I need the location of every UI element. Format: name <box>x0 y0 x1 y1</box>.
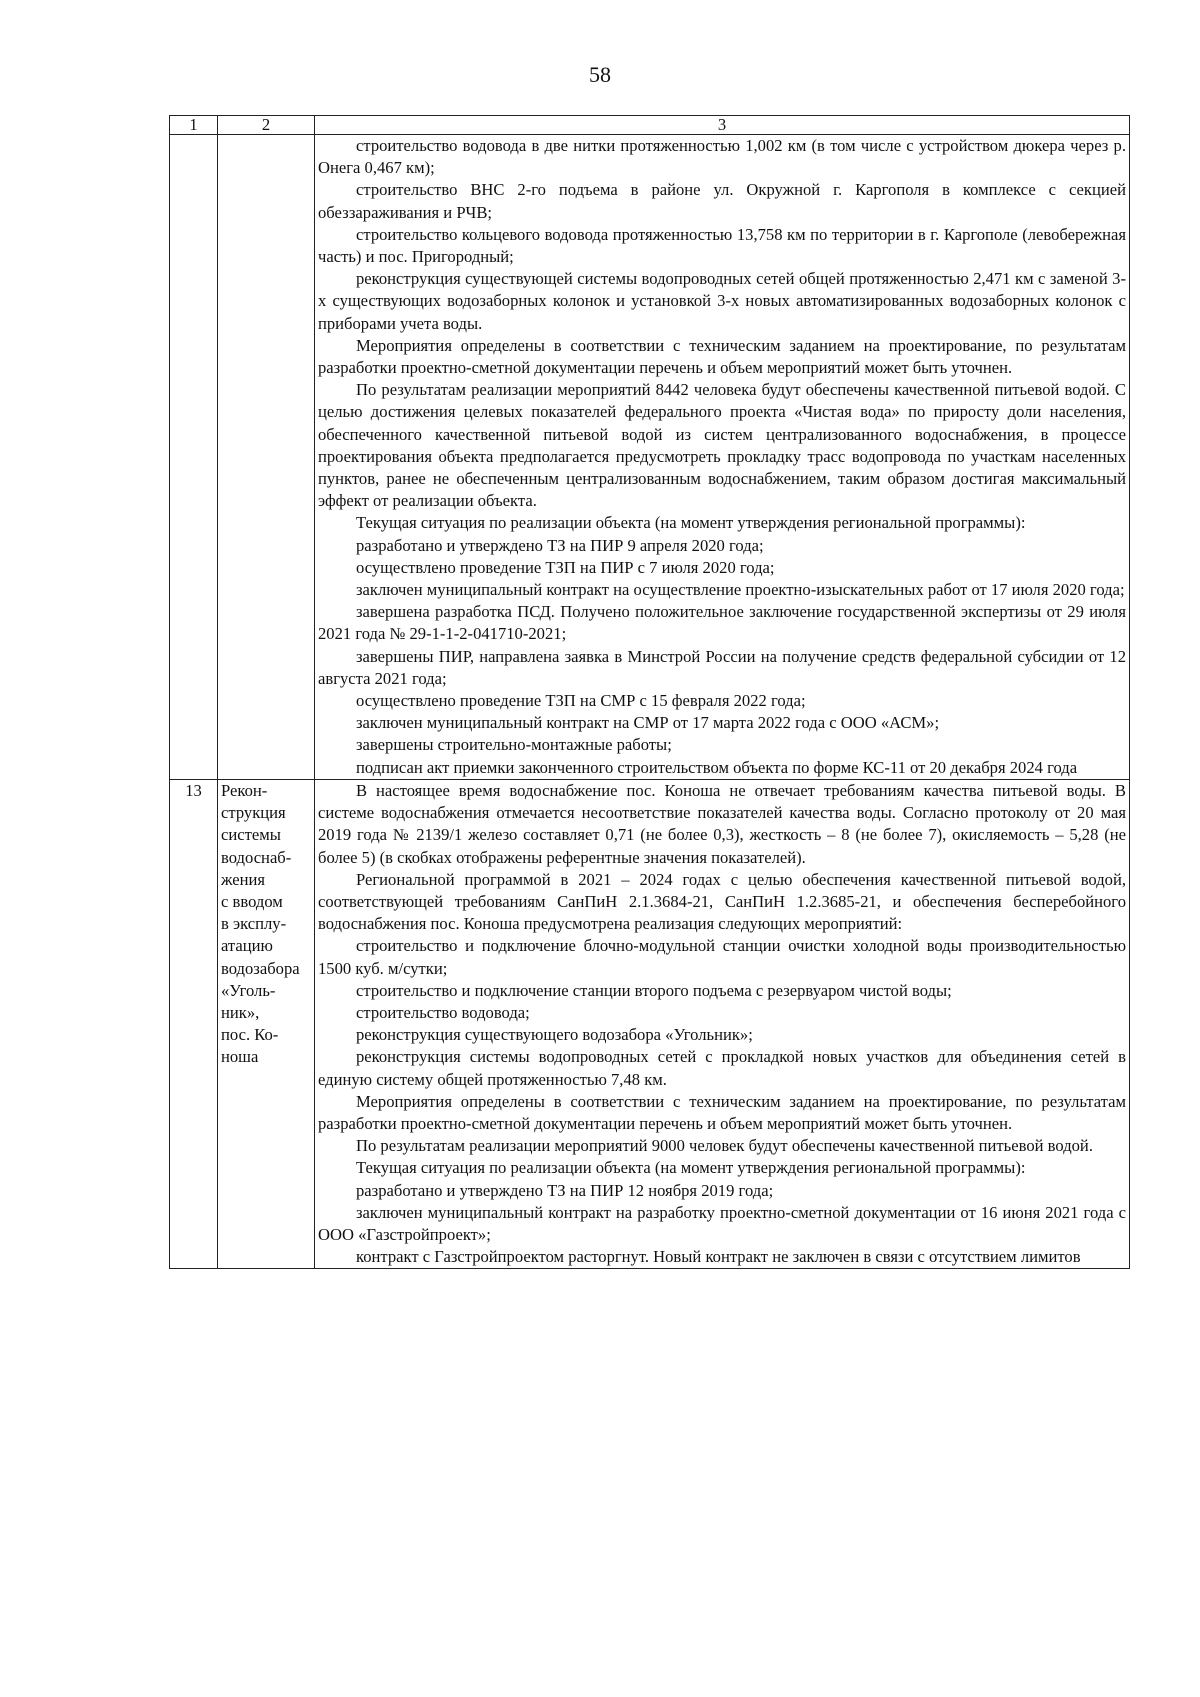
object-name-line: струкция <box>221 803 286 823</box>
description-paragraph: строительство и подключение блочно-модульной станции очистки холодной воды производительностью 1500 куб. м/сутки; <box>318 936 1126 978</box>
description-paragraph: заключен муниципальный контракт на осуществление проектно-изыскательных работ от 17 июля 2020 года; <box>356 580 1125 600</box>
description-paragraph: реконструкция существующей системы водопроводных сетей общей протяженностью 2,471 км с заменой 3-х существующих водозаборных колонок и установкой 3-х новых автоматизированных водозаборных колонок с приборами учета воды. <box>318 269 1126 333</box>
description-paragraph: Мероприятия определены в соответствии с техническим заданием на проектирование, по результатам разработки проектно-сметной документации перечень и объем мероприятий может быть уточнен. <box>318 335 1126 378</box>
description-paragraph: разработано и утверждено ТЗ на ПИР 9 апреля 2020 года; <box>356 535 764 555</box>
table-header-row <box>170 116 1130 135</box>
description-paragraph: строительство и подключение станции второго подъема с резервуаром чистой воды; <box>356 980 952 1000</box>
object-name-line: жения <box>221 869 266 889</box>
page-number: 58 <box>589 62 611 87</box>
description-paragraph: подписан акт приемки законченного строительством объекта по форме КС-11 от 20 декабря 2024 года <box>356 757 1078 777</box>
object-name-line: в эксплу- <box>221 914 287 934</box>
description-paragraph: разработано и утверждено ТЗ на ПИР 12 ноября 2019 года; <box>356 1180 774 1200</box>
description-paragraph: заключен муниципальный контракт на СМР от 17 марта 2022 года с ООО «АСМ»; <box>356 713 940 733</box>
description-paragraph: завершены ПИР, направлена заявка в Минстрой России на получение средств федеральной субсидии от 12 августа 2021 года; <box>318 646 1126 688</box>
description-paragraph: строительство ВНС 2-го подъема в районе ул. Окружной г. Каргополя в комплексе с секцией обеззараживания и РЧВ; <box>318 180 1126 222</box>
description-paragraph: осуществлено проведение ТЗП на СМР с 15 февраля 2022 года; <box>356 691 806 711</box>
object-name-line: ник», <box>221 1002 260 1022</box>
column-header-1: 1 <box>170 116 218 135</box>
description-paragraph: По результатам реализации мероприятий 8442 человека будут обеспечены качественной питьевой водой. С целью достижения целевых показателей федерального проекта «Чистая вода» по приросту доли населения, обеспеченного качественной питьевой водой из систем централизованного водоснабжения, в процессе проектирования объекта предполагается предусмотреть прокладку трасс водопровода по участкам населенных пунктов, ранее не обеспеченным централизованным водоснабжением, таким образом достигая максимальный эффект от реализации объекта. <box>318 380 1126 511</box>
description-paragraph: осуществлено проведение ТЗП на ПИР с 7 июля 2020 года; <box>356 557 775 577</box>
description-paragraph: В настоящее время водоснабжение пос. Коноша не отвечает требованиям качества питьевой воды. В системе водоснабжения отмечается несоответствие показателей качества воды. Согласно протоколу от 20 мая 2019 года № 2139/1 железо составляет 0,71 (не более 0,3), жесткость – 8 (не более 7), окисляемость – 5,28 (не более 5) (в скобках отображены референтные значения показателей). <box>318 780 1126 867</box>
row-number: 13 <box>170 779 218 1268</box>
description-paragraph: заключен муниципальный контракт на разработку проектно-сметной документации от 16 июня 2021 года с ООО «Газстройпроект»; <box>318 1202 1126 1244</box>
description-paragraph: завершены строительно-монтажные работы; <box>356 735 672 755</box>
description-paragraph: Текущая ситуация по реализации объекта (на момент утверждения региональной программы): <box>356 1158 1026 1178</box>
description-paragraph: строительство водовода в две нитки протяженностью 1,002 км (в том числе с устройством дюкера через р. Онега 0,467 км); <box>318 136 1126 178</box>
description-paragraph: Текущая ситуация по реализации объекта (на момент утверждения региональной программы): <box>356 513 1026 533</box>
description-paragraph: реконструкция существующего водозабора «Угольник»; <box>356 1025 753 1045</box>
object-name-line: атацию <box>221 936 273 956</box>
description-paragraph: По результатам реализации мероприятий 9000 человек будут обеспечены качественной питьевой водой. <box>356 1136 1093 1156</box>
object-name-line: водозабора <box>221 958 300 978</box>
object-name-line: «Уголь- <box>221 980 276 1000</box>
table-row <box>170 779 1130 1268</box>
object-name-line: системы <box>221 825 281 845</box>
object-name-line: водоснаб- <box>221 847 292 867</box>
description-paragraph: завершена разработка ПСД. Получено положительное заключение государственной экспертизы от 29 июля 2021 года № 29-1-1-2-041710-2021; <box>318 602 1126 644</box>
object-name-cell <box>218 779 315 1268</box>
description-paragraph: Региональной программой в 2021 – 2024 годах с целью обеспечения качественной питьевой водой, соответствующей требованиям СанПиН 2.1.3684-21, СанПиН 1.2.3685-21, и обеспечения бесперебойного водоснабжения пос. Коноша предусмотрена реализация следующих мероприятий: <box>318 869 1126 934</box>
description-paragraph: Мероприятия определены в соответствии с техническим заданием на проектирование, по результатам разработки проектно-сметной документации перечень и объем мероприятий может быть уточнен. <box>318 1091 1126 1133</box>
description-cell <box>315 779 1130 1268</box>
object-name-line: пос. Ко- <box>221 1025 279 1045</box>
description-paragraph: контракт с Газстройпроектом расторгнут. Новый контракт не заключен в связи с отсутствием лимитов <box>356 1247 1081 1267</box>
description-cell <box>315 135 1130 780</box>
measures-table <box>169 115 1130 1269</box>
object-name-line: с вводом <box>221 891 283 911</box>
description-paragraph: реконструкция системы водопроводных сетей с прокладкой новых участков для объединения сетей в единую систему общей протяженностью 7,48 км. <box>318 1047 1126 1089</box>
object-name-line: ноша <box>221 1047 259 1067</box>
object-name-line: Рекон- <box>221 780 268 800</box>
description-paragraph: строительство водовода; <box>356 1002 530 1022</box>
table-row <box>170 135 1130 780</box>
column-header-3: 3 <box>315 116 1130 135</box>
row-number <box>170 135 218 780</box>
column-header-2: 2 <box>218 116 315 135</box>
object-name-cell <box>218 135 315 780</box>
description-paragraph: строительство кольцевого водовода протяженностью 13,758 км по территории в г. Каргополе (левобережная часть) и пос. Пригородный; <box>318 224 1126 267</box>
